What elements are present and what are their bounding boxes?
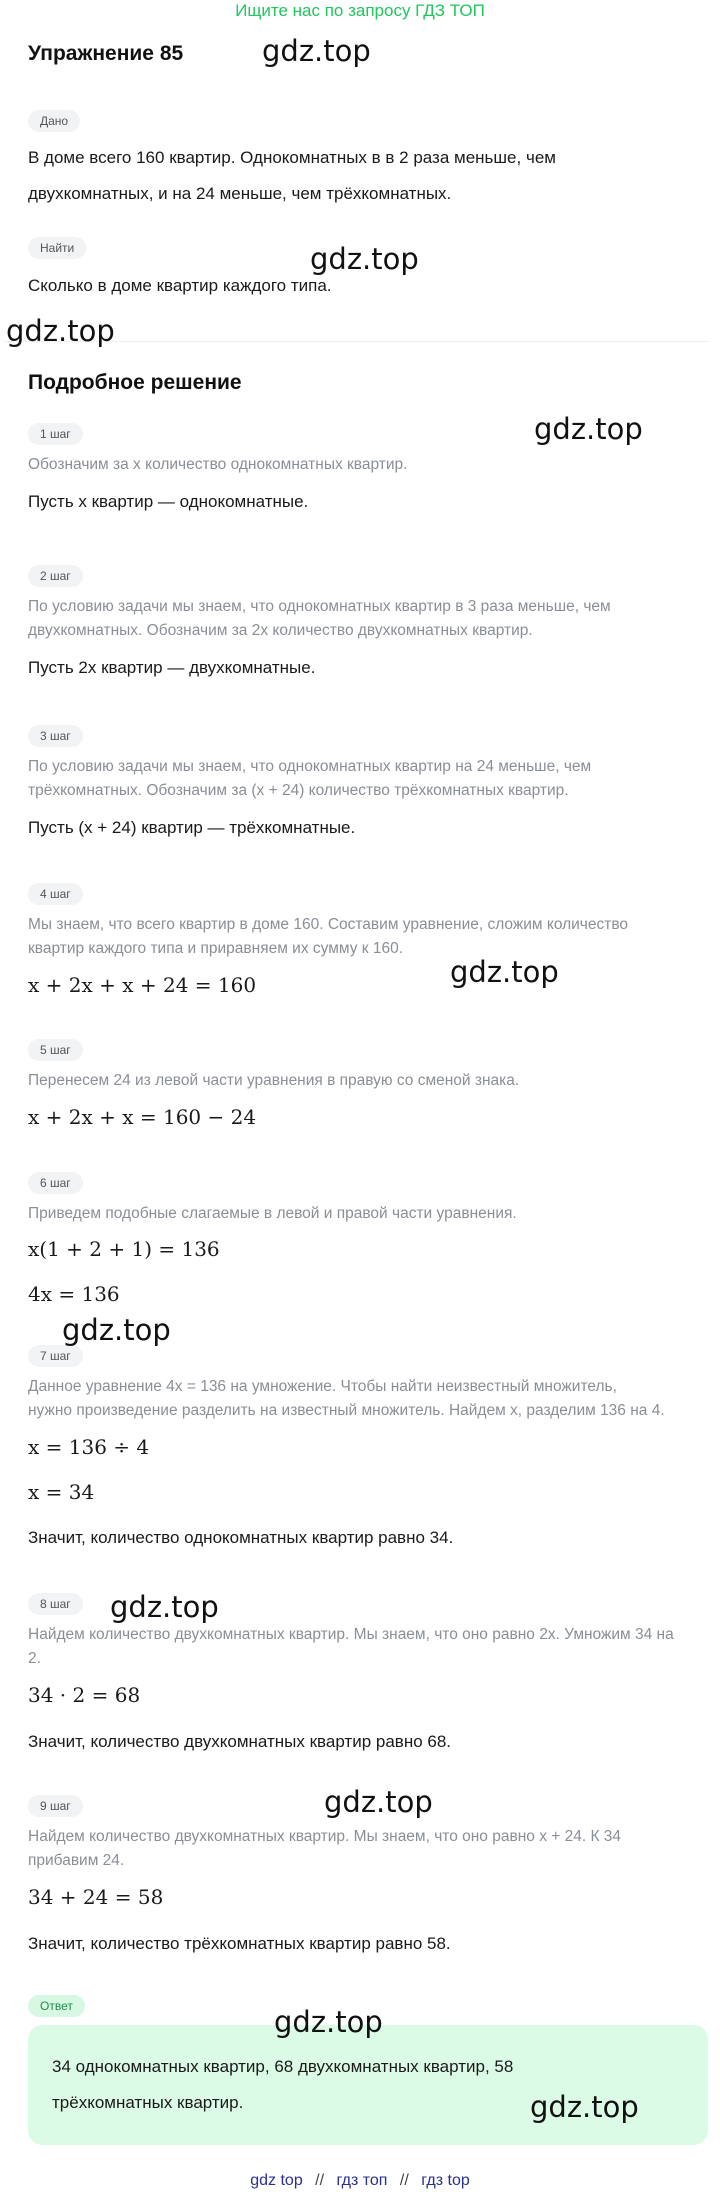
step-7-explanation-line1: Данное уравнение 4x = 136 на умножение. Чтобы найти неизвестный множитель, [28, 1378, 617, 1395]
given-text-line1: В доме всего 160 квартир. Однокомнатных в в 2 раза меньше, чем [28, 148, 556, 167]
step-6-equation-2: 4x = 136 [28, 1282, 120, 1306]
step-6-explanation: Приведем подобные слагаемые в левой и правой части уравнения. [28, 1205, 517, 1222]
step-4-equation: x + 2x + x + 24 = 160 [28, 973, 257, 997]
footer-link-gdz-top-mixed[interactable]: гдз top [421, 2172, 470, 2189]
step-8-result: Значит, количество двухкомнатных квартир равно 68. [28, 1732, 452, 1751]
step-2-badge: 2 шаг [28, 565, 83, 587]
step-9-result: Значит, количество трёхкомнатных квартир равно 58. [28, 1934, 451, 1953]
step-7-explanation-line2: нужно произведение разделить на известный множитель. Найдем x, разделим 136 на 4. [28, 1402, 665, 1419]
step-5-explanation: Перенесем 24 из левой части уравнения в правую со сменой знака. [28, 1072, 520, 1089]
step-9-explanation-line2: прибавим 24. [28, 1852, 125, 1869]
step-3-badge: 3 шаг [28, 725, 83, 747]
footer-link-gdz-top[interactable]: gdz top [250, 2172, 303, 2189]
step-9-equation: 34 + 24 = 58 [28, 1885, 164, 1909]
watermark: gdz.top [324, 1785, 433, 1819]
solution-title: Подробное решение [28, 371, 242, 394]
step-8-equation: 34 · 2 = 68 [28, 1683, 141, 1707]
watermark: gdz.top [450, 955, 559, 989]
step-8-explanation-line1: Найдем количество двухкомнатных квартир. Мы знаем, что оно равно 2x. Умножим 34 на [28, 1626, 674, 1643]
step-4-explanation-line2: квартир каждого типа и приравняем их сумму к 160. [28, 940, 404, 957]
step-7-result: Значит, количество однокомнатных квартир равно 34. [28, 1528, 454, 1547]
answer-text-line1: 34 однокомнатных квартир, 68 двухкомнатных квартир, 58 [52, 2057, 514, 2076]
step-9-explanation-line1: Найдем количество двухкомнатных квартир. Мы знаем, что оно равно x + 24. К 34 [28, 1828, 622, 1845]
step-7-equation-1: x = 136 ÷ 4 [28, 1435, 150, 1459]
step-2-result: Пусть 2x квартир — двухкомнатные. [28, 658, 316, 677]
step-9-badge: 9 шаг [28, 1795, 83, 1817]
top-banner: Ищите нас по запросу ГДЗ ТОП [235, 1, 485, 20]
step-3-result: Пусть (x + 24) квартир — трёхкомнатные. [28, 818, 356, 837]
footer-separator: // [399, 2172, 409, 2189]
step-7-equation-2: x = 34 [28, 1480, 95, 1504]
given-text-line2: двухкомнатных, и на 24 меньше, чем трёхкомнатных. [28, 184, 452, 203]
step-6-badge: 6 шаг [28, 1172, 83, 1194]
watermark: gdz.top [310, 242, 419, 276]
footer-links [0, 2172, 720, 2190]
step-5-badge: 5 шаг [28, 1039, 83, 1061]
watermark: gdz.top [274, 2005, 383, 2039]
watermark: gdz.top [110, 1590, 219, 1624]
step-1-explanation: Обозначим за x количество однокомнатных квартир. [28, 456, 408, 473]
step-4-badge: 4 шаг [28, 883, 83, 905]
find-text: Сколько в доме квартир каждого типа. [28, 276, 332, 295]
step-5-equation: x + 2x + x = 160 − 24 [28, 1105, 257, 1129]
watermark: gdz.top [6, 314, 115, 348]
exercise-title: Упражнение 85 [28, 42, 184, 65]
step-7-badge: 7 шаг [28, 1345, 83, 1367]
footer-separator: // [315, 2172, 325, 2189]
given-badge: Дано [28, 110, 80, 132]
step-1-result: Пусть x квартир — однокомнатные. [28, 492, 309, 511]
step-1-badge: 1 шаг [28, 423, 83, 445]
step-2-explanation-line2: двухкомнатных. Обозначим за 2x количество двухкомнатных квартир. [28, 622, 533, 639]
step-3-explanation-line2: трёхкомнатных. Обозначим за (x + 24) количество трёхкомнатных квартир. [28, 782, 569, 799]
watermark: gdz.top [262, 34, 371, 68]
answer-badge: Ответ [28, 1995, 85, 2017]
solution-card [4, 345, 710, 2155]
answer-text-line2: трёхкомнатных квартир. [52, 2093, 244, 2112]
step-4-explanation-line1: Мы знаем, что всего квартир в доме 160. Составим уравнение, сложим количество [28, 916, 629, 933]
exercise-card [4, 22, 710, 342]
watermark: gdz.top [534, 412, 643, 446]
find-badge: Найти [28, 237, 86, 259]
answer-box [28, 2025, 708, 2145]
step-8-badge: 8 шаг [28, 1593, 83, 1615]
step-6-equation-1: x(1 + 2 + 1) = 136 [28, 1237, 220, 1261]
footer-link-gdz-top-ru[interactable]: гдз топ [336, 2172, 388, 2189]
watermark: gdz.top [530, 2090, 639, 2124]
step-3-explanation-line1: По условию задачи мы знаем, что однокомнатных квартир на 24 меньше, чем [28, 758, 592, 775]
step-8-explanation-line2: 2. [28, 1650, 41, 1667]
watermark: gdz.top [62, 1313, 171, 1347]
step-2-explanation-line1: По условию задачи мы знаем, что однокомнатных квартир в 3 раза меньше, чем [28, 598, 611, 615]
